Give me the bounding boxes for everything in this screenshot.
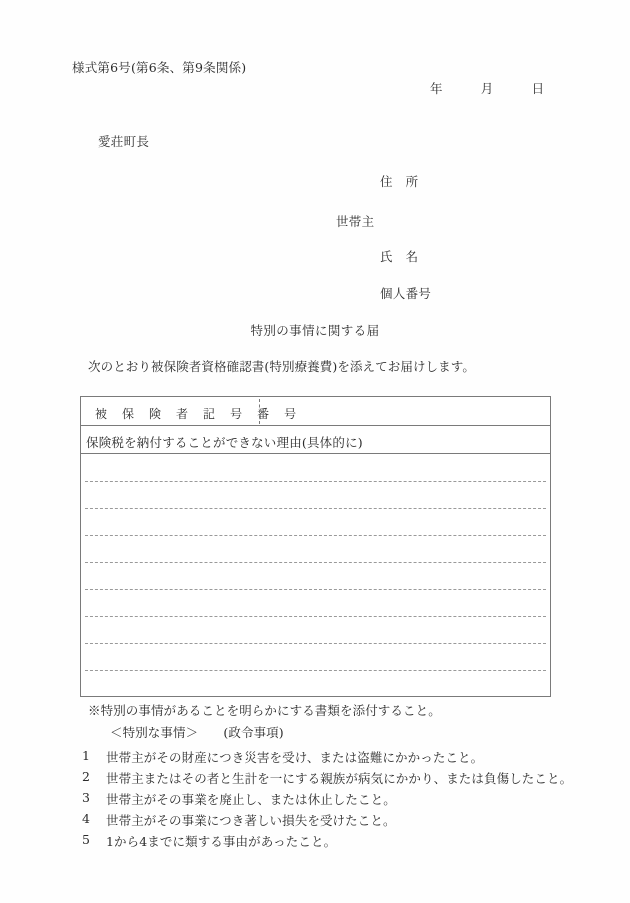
writing-rule bbox=[85, 589, 546, 590]
householder-label: 世帯主 bbox=[336, 214, 375, 229]
list-item-number: 2 bbox=[82, 769, 91, 784]
writing-rule bbox=[85, 643, 546, 644]
writing-rule bbox=[85, 481, 546, 482]
writing-rule bbox=[85, 616, 546, 617]
list-item-number: 5 bbox=[82, 832, 91, 847]
list-item bbox=[80, 748, 580, 769]
list-item-text: 世帯主またはその者と生計を一にする親族が病気にかかり、または負傷したこと。 bbox=[106, 771, 573, 786]
name-label: 氏 名 bbox=[380, 249, 419, 264]
declaration-table bbox=[80, 396, 551, 697]
insured-number-row bbox=[81, 397, 550, 426]
reason-header-row bbox=[81, 426, 550, 454]
date-line: 年 月 日 bbox=[430, 81, 545, 96]
addressee: 愛荘町長 bbox=[98, 134, 150, 149]
list-item-number: 4 bbox=[82, 811, 91, 826]
insured-number-label: 被 保 険 者 記 号 番 号 bbox=[95, 407, 302, 421]
list-item-text: 世帯主がその事業につき著しい損失を受けたこと。 bbox=[106, 813, 396, 828]
list-item-number: 1 bbox=[82, 748, 91, 763]
address-label: 住 所 bbox=[380, 174, 419, 189]
writing-rule bbox=[85, 508, 546, 509]
list-item bbox=[80, 811, 580, 832]
reason-write-area[interactable] bbox=[81, 454, 550, 696]
list-item-text: 世帯主がその事業を廃止し、または休止したこと。 bbox=[106, 792, 396, 807]
writing-rule bbox=[85, 670, 546, 671]
list-item-text: 世帯主がその財産につき災害を受け、または盗難にかかったこと。 bbox=[106, 750, 484, 765]
writing-rule bbox=[85, 562, 546, 563]
special-circumstances-heading: ＜特別な事情＞ (政令事項) bbox=[110, 725, 284, 740]
list-item-text: 1から4までに類する事由があったこと。 bbox=[106, 834, 337, 849]
my-number-label: 個人番号 bbox=[380, 286, 432, 301]
attachment-note: ※特別の事情があることを明らかにする書類を添付すること。 bbox=[88, 703, 441, 718]
list-item bbox=[80, 790, 580, 811]
special-circumstances-list bbox=[80, 748, 580, 853]
insured-number-divider bbox=[259, 399, 260, 424]
form-number: 様式第6号(第6条、第9条関係) bbox=[72, 60, 247, 75]
list-item bbox=[80, 769, 580, 790]
document-title: 特別の事情に関する届 bbox=[250, 323, 380, 338]
writing-rule bbox=[85, 535, 546, 536]
list-item bbox=[80, 832, 580, 853]
lead-statement: 次のとおり被保険者資格確認書(特別療養費)を添えてお届けします。 bbox=[88, 359, 475, 374]
reason-label: 保険税を納付することができない理由(具体的に) bbox=[86, 435, 363, 450]
list-item-number: 3 bbox=[82, 790, 91, 805]
